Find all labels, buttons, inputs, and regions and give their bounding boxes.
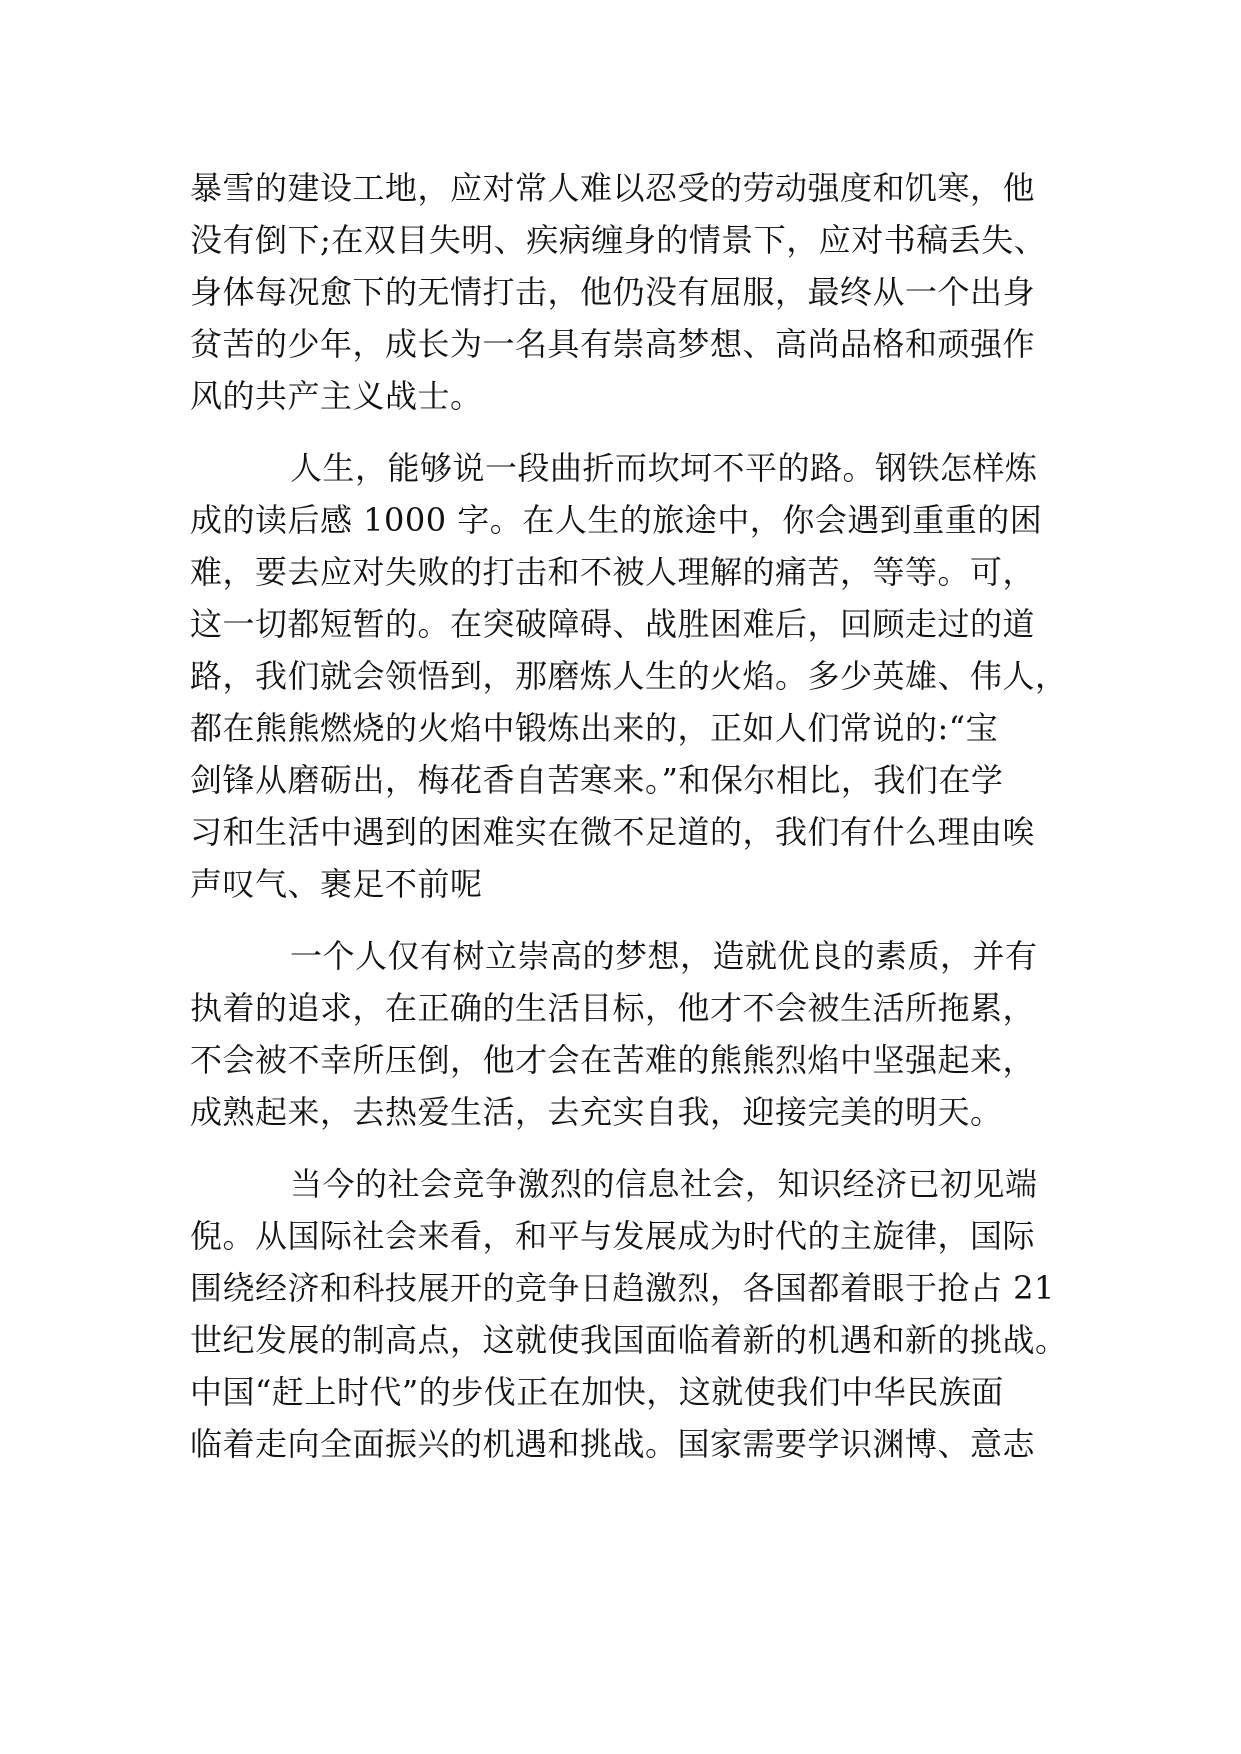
text-line: 贫苦的少年，成长为一名具有崇高梦想、高尚品格和顽强作 xyxy=(190,325,1036,363)
text-line: 临着走向全面振兴的机遇和挑战。国家需要学识渊博、意志 xyxy=(190,1425,1036,1463)
paragraph-spacer xyxy=(190,910,1060,930)
text-line: 人生，能够说一段曲折而坎坷不平的路。钢铁怎样炼 xyxy=(290,449,1038,487)
paragraph-spacer xyxy=(190,1138,1060,1158)
text-line: 暴雪的建设工地，应对常人难以忍受的劳动强度和饥寒，他 xyxy=(190,169,1036,207)
text-line: 执着的追求，在正确的生活目标，他才不会被生活所拖累， xyxy=(190,989,1036,1027)
text-line: 当今的社会竞争激烈的信息社会，知识经济已初见端 xyxy=(290,1165,1038,1203)
text-line: 成的读后感 1000 字。在人生的旅途中，你会遇到重重的困 xyxy=(190,501,1043,539)
text-line: 风的共产主义战士。 xyxy=(190,377,483,415)
paragraph-spacer xyxy=(190,422,1060,442)
text-line: 路，我们就会领悟到，那磨炼人生的火焰。多少英雄、伟人， xyxy=(190,657,1068,695)
text-line: 都在熊熊燃烧的火焰中锻炼出来的，正如人们常说的:“宝 xyxy=(190,709,999,747)
text-line: 这一切都短暂的。在突破障碍、战胜困难后，回顾走过的道 xyxy=(190,605,1036,643)
text-line: 声叹气、裹足不前呢 xyxy=(190,865,483,903)
text-line: 成熟起来，去热爱生活，去充实自我，迎接完美的明天。 xyxy=(190,1093,1003,1131)
paragraph-1 xyxy=(190,162,1060,422)
paragraph-2 xyxy=(190,442,1068,910)
paragraph-4 xyxy=(190,1158,1068,1470)
text-line: 难，要去应对失败的打击和不被人理解的痛苦，等等。可， xyxy=(190,553,1036,591)
text-line: 倪。从国际社会来看，和平与发展成为时代的主旋律，国际 xyxy=(190,1217,1036,1255)
text-line: 没有倒下;在双目失明、疾病缠身的情景下，应对书稿丢失、 xyxy=(190,221,1047,259)
text-line: 身体每况愈下的无情打击，他仍没有屈服，最终从一个出身 xyxy=(190,273,1036,311)
text-line: 世纪发展的制高点，这就使我国面临着新的机遇和新的挑战。 xyxy=(190,1321,1068,1359)
text-line: 围绕经济和科技展开的竞争日趋激烈，各国都着眼于抢占 21 xyxy=(190,1269,1055,1307)
text-line: 一个人仅有树立崇高的梦想，造就优良的素质，并有 xyxy=(290,937,1038,975)
text-line: 不会被不幸所压倒，他才会在苦难的熊熊烈焰中坚强起来， xyxy=(190,1041,1036,1079)
paragraph-3 xyxy=(190,930,1060,1138)
body-text xyxy=(190,162,1068,1470)
text-line: 剑锋从磨砺出，梅花香自苦寒来。”和保尔相比，我们在学 xyxy=(190,761,1004,799)
text-line: 中国“赶上时代”的步伐正在加快，这就使我们中华民族面 xyxy=(190,1373,1004,1411)
text-line: 习和生活中遇到的困难实在微不足道的，我们有什么理由唉 xyxy=(190,813,1036,851)
